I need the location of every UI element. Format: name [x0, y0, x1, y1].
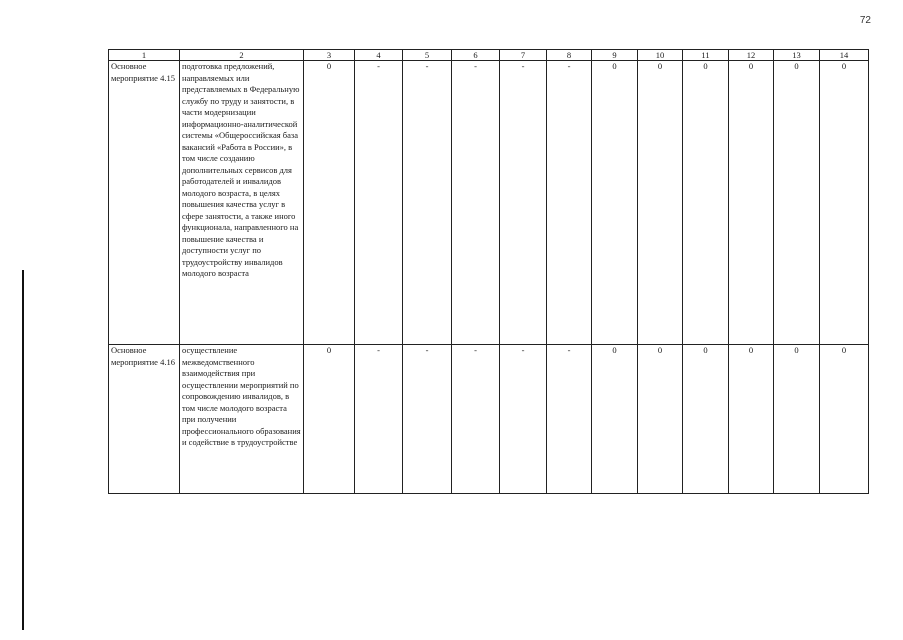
value-cell: 0: [683, 345, 729, 494]
value-cell: 0: [729, 61, 774, 345]
measure-name: Основное мероприятие 4.15: [109, 61, 180, 345]
table-header-row: [109, 50, 869, 61]
value-cell: -: [355, 345, 403, 494]
value-cell: -: [500, 61, 547, 345]
header-cell: 9: [592, 50, 638, 61]
header-cell: 3: [304, 50, 355, 61]
value-cell: -: [500, 345, 547, 494]
value-cell: 0: [638, 61, 683, 345]
value-cell: -: [452, 61, 500, 345]
value-cell: -: [355, 61, 403, 345]
header-cell: 10: [638, 50, 683, 61]
value-cell: 0: [304, 345, 355, 494]
header-cell: 13: [774, 50, 820, 61]
value-cell: -: [547, 345, 592, 494]
value-cell: -: [403, 61, 452, 345]
measure-name: Основное мероприятие 4.16: [109, 345, 180, 494]
header-cell: 1: [109, 50, 180, 61]
header-cell: 6: [452, 50, 500, 61]
value-cell: 0: [304, 61, 355, 345]
value-cell: 0: [820, 61, 869, 345]
header-cell: 5: [403, 50, 452, 61]
value-cell: -: [452, 345, 500, 494]
header-cell: 2: [180, 50, 304, 61]
program-table: [108, 49, 869, 494]
value-cell: 0: [774, 345, 820, 494]
value-cell: 0: [774, 61, 820, 345]
value-cell: 0: [592, 61, 638, 345]
header-cell: 7: [500, 50, 547, 61]
scan-edge-mark: [22, 270, 24, 630]
header-cell: 11: [683, 50, 729, 61]
measure-description: осуществление межведомственного взаимодействия при осуществлении мероприятий по сопровождению инвалидов, в том числе молодого возраста при получении профессионального образования и содействие в трудоустройстве: [180, 345, 304, 494]
header-cell: 4: [355, 50, 403, 61]
value-cell: 0: [729, 345, 774, 494]
value-cell: -: [547, 61, 592, 345]
value-cell: 0: [592, 345, 638, 494]
value-cell: 0: [683, 61, 729, 345]
value-cell: 0: [820, 345, 869, 494]
table-row: [109, 345, 869, 494]
header-cell: 14: [820, 50, 869, 61]
table-row: [109, 61, 869, 345]
header-cell: 12: [729, 50, 774, 61]
page-number: 72: [859, 15, 871, 26]
value-cell: -: [403, 345, 452, 494]
header-cell: 8: [547, 50, 592, 61]
measure-description: подготовка предложений, направляемых или представляемых в Федеральную службу по труду и занятости, в части модернизации информационно-аналитической системы «Общероссийская база вакансий «Работа в России», в том числе созданию дополнительных сервисов для работодателей и инвалидов молодого возраста, в целях повышения качества услуг в сфере занятости, а также иного функционала, направленного на повышение качества и доступности услуг по трудоустройству инвалидов молодого возраста: [180, 61, 304, 345]
value-cell: 0: [638, 345, 683, 494]
